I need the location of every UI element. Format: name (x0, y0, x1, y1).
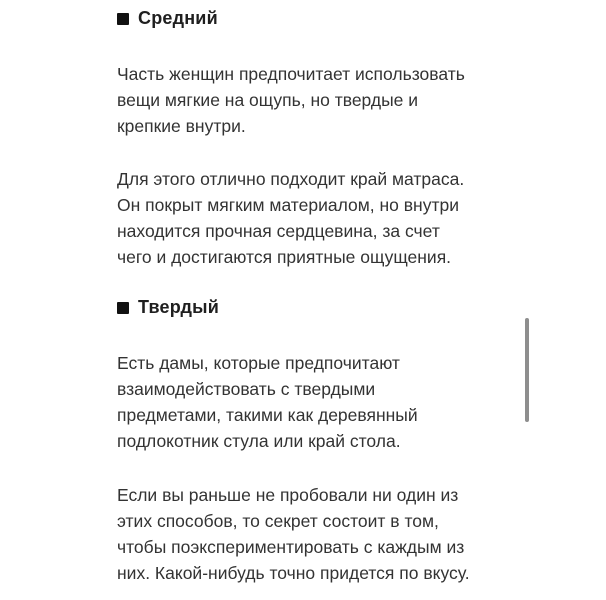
vertical-scrollbar[interactable] (525, 318, 529, 422)
section-heading-hard (117, 297, 219, 318)
paragraph: Есть дамы, которые предпочитают взаимодействовать с твердыми предметами, такими как деревянный подлокотник стула или край стола. (117, 353, 418, 451)
black-square-icon (117, 13, 129, 25)
black-square-icon (117, 302, 129, 314)
section-heading-text: Твердый (138, 297, 219, 317)
paragraph: Часть женщин предпочитает использовать вещи мягкие на ощупь, но твердые и крепкие внутри. (117, 64, 465, 136)
section-heading-text: Средний (138, 8, 218, 28)
paragraph: Если вы раньше не пробовали ни один из этих способов, то секрет состоит в том, чтобы поэкспериментировать с каждым из них. Какой-нибудь точно придется по вкусу. (117, 485, 470, 583)
paragraph: Для этого отлично подходит край матраса. Он покрыт мягким материалом, но внутри находится прочная сердцевина, за счет чего и достигаются приятные ощущения. (117, 169, 465, 267)
section-heading-medium (117, 8, 218, 29)
